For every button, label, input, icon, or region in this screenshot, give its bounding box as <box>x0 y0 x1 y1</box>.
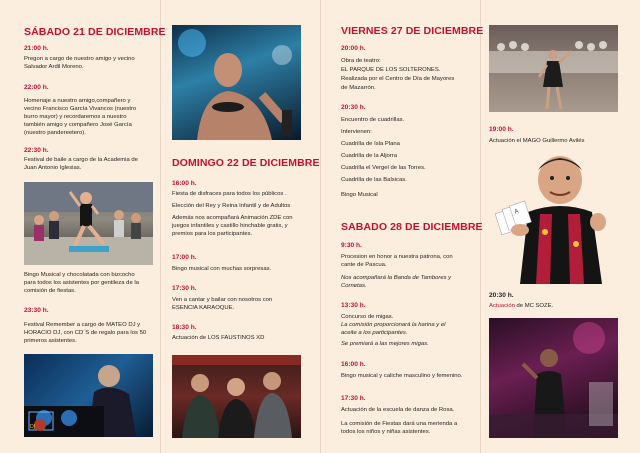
event-text-italic: aceite a los participantes. <box>341 330 408 336</box>
event-text: Fiesta de disfraces para todos los públicos . <box>172 191 287 197</box>
event-text: Actuación el MAGO Guillermo Avilés <box>489 138 585 144</box>
event-text-italic: Cornetas. <box>341 283 367 289</box>
event-time: 19:00 h. <box>489 126 514 133</box>
dancer-illustration <box>489 25 618 112</box>
event-text: comisión de fiestas. <box>24 288 76 294</box>
magician-illustration <box>490 152 618 284</box>
event-time: 22:30 h. <box>24 147 49 154</box>
event-time: 17:00 h. <box>172 254 197 261</box>
party-photo <box>172 25 301 140</box>
day-heading: SABADO 28 DE DICIEMBRE <box>341 221 483 233</box>
event-text: Bingo musical con muchas sorpresas. <box>172 266 272 272</box>
event-text: juegos infantiles y castillo hinchable gratis, y <box>172 223 288 229</box>
event-text: para todos los asistentes por gentileza de la <box>24 280 139 286</box>
event-text: también amigo y compañero José García <box>24 122 132 128</box>
event-text: Bingo Musical <box>341 192 378 198</box>
event-time: 16:00 h. <box>172 180 197 187</box>
panel-fold-2 <box>320 0 321 453</box>
event-text: HORACIO DJ, con CD´S de regalo para los 50 <box>24 330 147 336</box>
day-heading: DOMINGO 22 DE DICIEMBRE <box>172 157 320 169</box>
event-time: 22:00 h. <box>24 84 49 91</box>
group-photo <box>172 355 301 438</box>
event-time: 16:00 h. <box>341 361 366 368</box>
event-label-accent: Actuación <box>489 303 515 309</box>
event-text: Procesion en honor a nuestra patrona, con <box>341 254 453 260</box>
event-text: Cuadrilla el Vergel de las Torres. <box>341 165 426 171</box>
event-text: Cuadrilla de la Aljorra <box>341 153 397 159</box>
event-text-italic: Se premiará a las mejores migas. <box>341 341 429 347</box>
event-text: Festival Remember a cargo de MATEO DJ y <box>24 322 141 328</box>
event-text: Obra de teatro: <box>341 58 381 64</box>
event-text: La comisión de Fiestas dará una merienda a <box>341 421 458 427</box>
event-time: 17:30 h. <box>172 285 197 292</box>
event-text: Realizada por el Centro de Día de Mayores <box>341 76 455 82</box>
panel-fold-1 <box>160 0 161 453</box>
dj-illustration <box>24 354 153 437</box>
dj-photo <box>24 354 153 437</box>
mc-illustration <box>489 318 618 438</box>
event-text: premios para los participantes. <box>172 231 253 237</box>
event-text: de Mazarrón. <box>341 85 376 91</box>
event-text: Intervienen: <box>341 129 372 135</box>
event-text: Ven a cantar y bailar con nosotros con <box>172 297 273 303</box>
event-text: Bingo musical y caliche masculino y femenino. <box>341 373 463 379</box>
event-text: Festival de baile a cargo de la Academia de <box>24 157 138 163</box>
group-illustration <box>172 355 301 438</box>
day-heading: SÁBADO 21 DE DICIEMBRE <box>24 26 166 38</box>
event-time: 23:30 h. <box>24 307 49 314</box>
event-time: 13:30 h. <box>341 302 366 309</box>
event-text-italic: Nos acompañará la Banda de Tambores y <box>341 275 452 281</box>
event-text: ESENCIA KARAOQUE. <box>172 305 235 311</box>
event-text: Actuación de LOS FAUSTINOS XD <box>172 335 265 341</box>
dance-festival-photo <box>24 182 153 265</box>
dancer-photo <box>489 25 618 112</box>
svg-text:A: A <box>513 207 520 216</box>
event-text-rest: de MC SOZE. <box>514 303 554 309</box>
event-text: vecino Francisco García Vivancos (nuestro <box>24 106 137 112</box>
event-text: Pregon a cargo de nuestro amigo y vecino <box>24 56 135 62</box>
event-text: Salvador Ardil Moreno. <box>24 64 84 70</box>
dance-festival-illustration <box>24 182 153 265</box>
event-text: Homenaje a nuestro amigo,compañero y <box>24 98 131 104</box>
event-text: Además nos acompañará Animación ZDE con <box>172 215 293 221</box>
event-time: 20:30 h. <box>489 292 514 299</box>
party-illustration <box>172 25 301 140</box>
event-time: 18:30 h. <box>172 324 197 331</box>
event-text: cante de Pascua. <box>341 262 387 268</box>
event-text: Elección del Rey y Reina Infantil y de Adultos <box>172 203 291 209</box>
event-time: 21:00 h. <box>24 45 49 52</box>
event-time: 9:30 h. <box>341 242 362 249</box>
event-text <box>489 303 553 311</box>
event-text: Bingo Musical y chocolatada con bizcocho <box>24 272 135 278</box>
svg-text:DJ: DJ <box>30 424 36 430</box>
event-time: 20:30 h. <box>341 104 366 111</box>
event-time: 20:00 h. <box>341 45 366 52</box>
event-text: Concurso de migas. <box>341 314 394 320</box>
event-text: Actuación de la escuela de danza de Rosa. <box>341 407 455 413</box>
event-text: todos los niños y niñas asistentes. <box>341 429 431 435</box>
event-text: burro mayor) y recordaremos a nuestro <box>24 114 127 120</box>
event-text: Encuentro de cuadrillas. <box>341 117 405 123</box>
day-heading: VIERNES 27 DE DICIEMBRE <box>341 25 484 37</box>
event-text: EL PARQUE DE LOS SOLTERONES. <box>341 67 441 73</box>
magician-photo <box>490 152 618 284</box>
event-text: (nuestro pandereetero). <box>24 130 86 136</box>
event-text: Cuadrilla de Isla Plana <box>341 141 400 147</box>
event-text-italic: La comisión proporcionará la harina y el <box>341 322 446 328</box>
event-time: 17:30 h. <box>341 395 366 402</box>
event-text: Cuadrilla de las Balsicas. <box>341 177 407 183</box>
event-text: Juan Antonio Iglesias. <box>24 165 82 171</box>
event-text: primeros asistentes. <box>24 338 77 344</box>
mc-soze-photo <box>489 318 618 438</box>
